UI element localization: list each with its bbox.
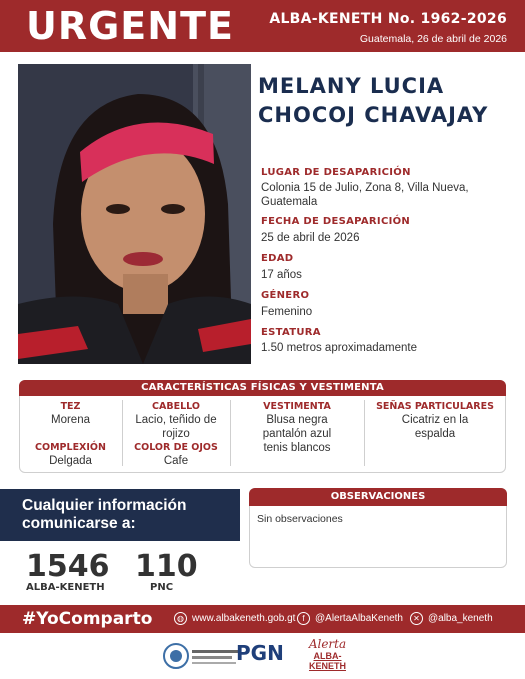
- urgent-title: URGENTE: [26, 4, 234, 48]
- tez-label: TEZ: [60, 401, 81, 412]
- facebook-text: @AlertaAlbaKeneth: [315, 613, 403, 624]
- estatura-label: ESTATURA: [261, 327, 321, 338]
- contact-info-text: [22, 497, 187, 533]
- fecha-value: 25 de abril de 2026: [261, 232, 360, 244]
- hashtag: #YoComparto: [22, 609, 153, 629]
- pnc-number-label: PNC: [150, 582, 174, 593]
- missing-person-photo: [18, 64, 251, 364]
- guatemala-coat-of-arms-logo: [162, 639, 242, 673]
- characteristics-header: CARACTERÍSTICAS FÍSICAS Y VESTIMENTA: [19, 380, 506, 396]
- x-link[interactable]: [410, 612, 493, 625]
- eye-color-label: COLOR DE OJOS: [134, 442, 218, 453]
- tez-value: Morena: [51, 414, 90, 426]
- x-icon: ✕: [410, 612, 423, 625]
- genero-label: GÉNERO: [261, 290, 310, 301]
- contact-info-line1: Cualquier información: [22, 497, 187, 514]
- vestimenta-label: VESTIMENTA: [263, 401, 331, 412]
- alba-keneth-number: 1546: [26, 549, 110, 584]
- eye-color-value: Cafe: [163, 455, 189, 467]
- facebook-link[interactable]: [297, 612, 403, 625]
- observations-text: Sin observaciones: [257, 513, 343, 525]
- edad-label: EDAD: [261, 253, 294, 264]
- x-text: @alba_keneth: [428, 613, 493, 624]
- alba-keneth-logo-text: ALBA-KENETH: [308, 651, 346, 671]
- lugar-label: LUGAR DE DESAPARICIÓN: [261, 167, 411, 178]
- vestimenta-line: tenis blancos: [263, 442, 331, 454]
- logo-strip: [0, 637, 525, 677]
- person-name-line1: MELANY LUCIA: [258, 74, 445, 98]
- facebook-icon: f: [297, 612, 310, 625]
- alba-keneth-logo: [300, 637, 355, 671]
- website-text: www.albakeneth.gob.gt: [192, 613, 296, 624]
- genero-value: Femenino: [261, 306, 313, 318]
- footer-bar: [0, 605, 525, 633]
- person-name-line2: CHOCOJ CHAVAJAY: [258, 103, 489, 127]
- pgn-logo: PGN: [236, 641, 284, 665]
- estatura-value: 1.50 metros aproximadamente: [261, 342, 417, 354]
- contact-info-box: [0, 489, 240, 541]
- contact-info-line2: comunicarse a:: [22, 515, 136, 532]
- pnc-number: 110: [135, 549, 198, 584]
- senas-label: SEÑAS PARTICULARES: [376, 401, 494, 412]
- globe-icon: ◍: [174, 612, 187, 625]
- fecha-label: FECHA DE DESAPARICIÓN: [261, 216, 411, 227]
- alba-keneth-number-label: ALBA-KENETH: [26, 582, 105, 593]
- place-date: Guatemala, 26 de abril de 2026: [359, 33, 507, 45]
- lugar-value: Colonia 15 de Julio, Zona 8, Villa Nueva, Guatemala: [261, 182, 469, 208]
- complexion-value: Delgada: [49, 455, 92, 467]
- case-number: ALBA-KENETH No. 1962-2026: [269, 11, 507, 27]
- observations-header: OBSERVACIONES: [249, 488, 507, 506]
- cabello-label: CABELLO: [152, 401, 200, 412]
- header-bar: [0, 0, 525, 52]
- edad-value: 17 años: [261, 269, 302, 281]
- cabello-value: Lacio, teñido de rojizo: [135, 414, 217, 440]
- complexion-label: COMPLEXIÓN: [35, 442, 106, 453]
- alerta-text: Alerta: [308, 637, 347, 651]
- website-link[interactable]: [174, 612, 295, 625]
- person-name: [258, 72, 518, 130]
- senas-value: Cicatriz en la espalda: [401, 414, 469, 440]
- vestimenta-line: Blusa negra: [266, 414, 328, 426]
- vestimenta-line: pantalón azul: [262, 428, 332, 440]
